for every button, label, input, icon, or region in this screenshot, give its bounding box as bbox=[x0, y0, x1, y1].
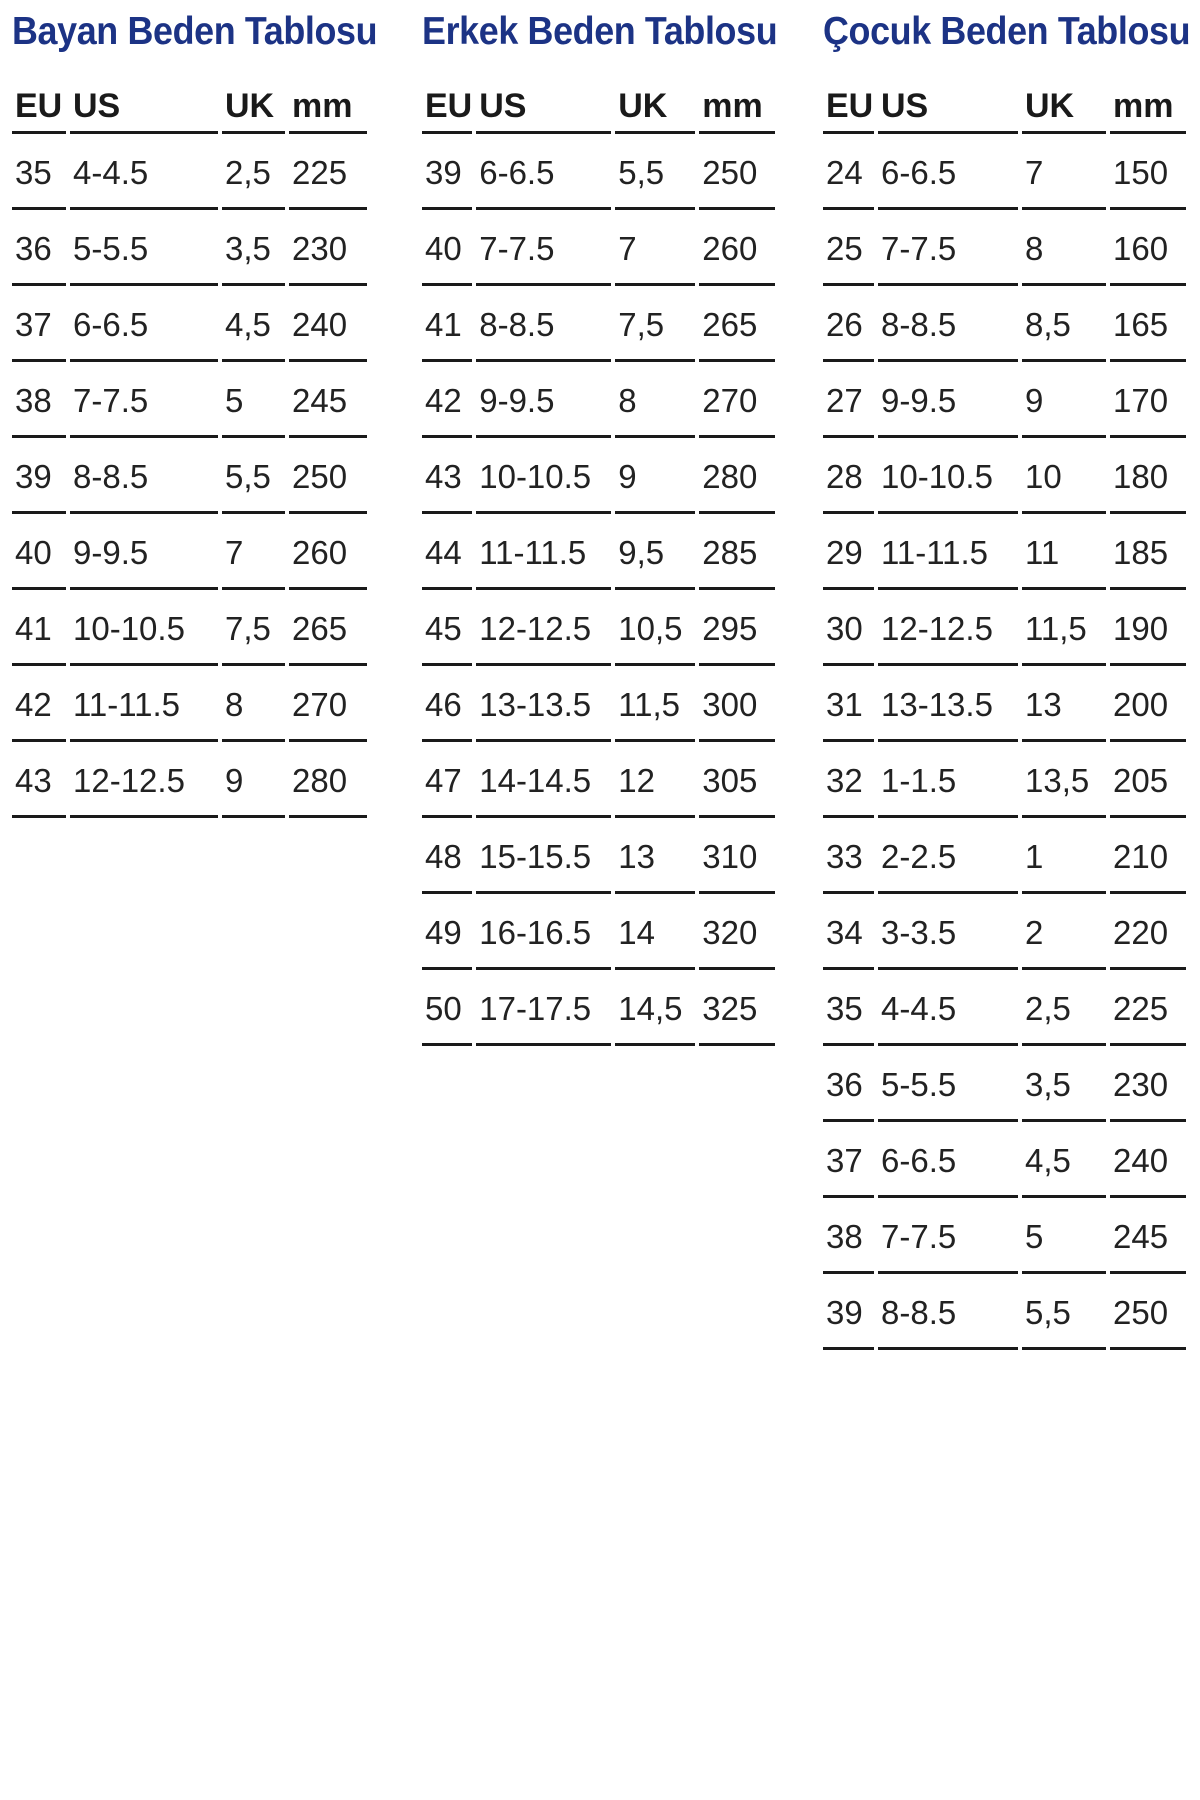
cell-eu: 42 bbox=[12, 666, 66, 742]
cell-uk: 11,5 bbox=[1022, 590, 1106, 666]
cell-us: 5-5.5 bbox=[70, 210, 218, 286]
column-header-eu: EU bbox=[422, 77, 472, 134]
table-row bbox=[12, 590, 367, 666]
cell-us: 8-8.5 bbox=[878, 286, 1018, 362]
men-size-chart-title: Erkek Beden Tablosu bbox=[422, 10, 778, 53]
women-size-table bbox=[8, 77, 371, 818]
cell-uk: 10,5 bbox=[615, 590, 695, 666]
women-size-chart bbox=[12, 0, 409, 818]
column-header-us: US bbox=[70, 77, 218, 134]
column-header-uk: UK bbox=[615, 77, 695, 134]
cell-eu: 28 bbox=[823, 438, 874, 514]
cell-mm: 190 bbox=[1110, 590, 1186, 666]
cell-mm: 280 bbox=[699, 438, 775, 514]
cell-uk: 7,5 bbox=[222, 590, 285, 666]
cell-us: 13-13.5 bbox=[476, 666, 611, 742]
cell-eu: 50 bbox=[422, 970, 472, 1046]
cell-us: 7-7.5 bbox=[476, 210, 611, 286]
column-header-eu: EU bbox=[12, 77, 66, 134]
cell-us: 7-7.5 bbox=[70, 362, 218, 438]
cell-uk: 14,5 bbox=[615, 970, 695, 1046]
cell-uk: 13 bbox=[1022, 666, 1106, 742]
cell-mm: 310 bbox=[699, 818, 775, 894]
table-row bbox=[12, 666, 367, 742]
cell-eu: 39 bbox=[12, 438, 66, 514]
table-row bbox=[823, 1122, 1186, 1198]
table-body bbox=[422, 134, 775, 1046]
table-row bbox=[823, 1046, 1186, 1122]
cell-us: 12-12.5 bbox=[70, 742, 218, 818]
kids-size-table bbox=[819, 77, 1190, 1350]
table-header-row bbox=[12, 77, 367, 134]
cell-us: 6-6.5 bbox=[476, 134, 611, 210]
cell-mm: 240 bbox=[289, 286, 367, 362]
table-row bbox=[12, 134, 367, 210]
cell-uk: 7 bbox=[1022, 134, 1106, 210]
cell-uk: 7 bbox=[222, 514, 285, 590]
cell-us: 6-6.5 bbox=[878, 134, 1018, 210]
cell-us: 11-11.5 bbox=[70, 666, 218, 742]
cell-us: 17-17.5 bbox=[476, 970, 611, 1046]
cell-mm: 245 bbox=[289, 362, 367, 438]
cell-eu: 35 bbox=[823, 970, 874, 1046]
cell-uk: 1 bbox=[1022, 818, 1106, 894]
cell-us: 7-7.5 bbox=[878, 210, 1018, 286]
cell-us: 9-9.5 bbox=[878, 362, 1018, 438]
cell-eu: 32 bbox=[823, 742, 874, 818]
cell-uk: 3,5 bbox=[1022, 1046, 1106, 1122]
cell-uk: 5,5 bbox=[222, 438, 285, 514]
cell-eu: 48 bbox=[422, 818, 472, 894]
cell-eu: 41 bbox=[422, 286, 472, 362]
table-row bbox=[823, 438, 1186, 514]
cell-us: 6-6.5 bbox=[878, 1122, 1018, 1198]
column-header-mm: mm bbox=[1110, 77, 1186, 134]
cell-eu: 29 bbox=[823, 514, 874, 590]
kids-size-chart-title: Çocuk Beden Tablosu bbox=[823, 10, 1191, 53]
cell-us: 11-11.5 bbox=[878, 514, 1018, 590]
cell-uk: 5 bbox=[222, 362, 285, 438]
cell-mm: 320 bbox=[699, 894, 775, 970]
cell-uk: 8,5 bbox=[1022, 286, 1106, 362]
cell-eu: 34 bbox=[823, 894, 874, 970]
cell-mm: 270 bbox=[699, 362, 775, 438]
cell-mm: 210 bbox=[1110, 818, 1186, 894]
cell-eu: 33 bbox=[823, 818, 874, 894]
table-row bbox=[422, 742, 775, 818]
cell-mm: 245 bbox=[1110, 1198, 1186, 1274]
cell-uk: 8 bbox=[222, 666, 285, 742]
cell-eu: 36 bbox=[823, 1046, 874, 1122]
cell-uk: 9,5 bbox=[615, 514, 695, 590]
cell-mm: 295 bbox=[699, 590, 775, 666]
men-size-table bbox=[418, 77, 779, 1046]
cell-us: 10-10.5 bbox=[878, 438, 1018, 514]
cell-us: 3-3.5 bbox=[878, 894, 1018, 970]
table-row bbox=[422, 666, 775, 742]
column-header-us: US bbox=[878, 77, 1018, 134]
cell-uk: 12 bbox=[615, 742, 695, 818]
cell-us: 13-13.5 bbox=[878, 666, 1018, 742]
cell-uk: 5,5 bbox=[1022, 1274, 1106, 1350]
cell-mm: 220 bbox=[1110, 894, 1186, 970]
cell-us: 7-7.5 bbox=[878, 1198, 1018, 1274]
cell-uk: 9 bbox=[222, 742, 285, 818]
cell-mm: 250 bbox=[1110, 1274, 1186, 1350]
cell-eu: 44 bbox=[422, 514, 472, 590]
cell-eu: 43 bbox=[422, 438, 472, 514]
cell-us: 16-16.5 bbox=[476, 894, 611, 970]
table-row bbox=[422, 970, 775, 1046]
column-header-uk: UK bbox=[1022, 77, 1106, 134]
cell-mm: 300 bbox=[699, 666, 775, 742]
table-body bbox=[12, 134, 367, 818]
cell-mm: 205 bbox=[1110, 742, 1186, 818]
cell-eu: 25 bbox=[823, 210, 874, 286]
cell-mm: 285 bbox=[699, 514, 775, 590]
cell-us: 4-4.5 bbox=[70, 134, 218, 210]
cell-uk: 10 bbox=[1022, 438, 1106, 514]
table-row bbox=[823, 1198, 1186, 1274]
cell-uk: 5 bbox=[1022, 1198, 1106, 1274]
cell-mm: 305 bbox=[699, 742, 775, 818]
cell-us: 14-14.5 bbox=[476, 742, 611, 818]
cell-uk: 11 bbox=[1022, 514, 1106, 590]
cell-mm: 170 bbox=[1110, 362, 1186, 438]
column-header-mm: mm bbox=[699, 77, 775, 134]
table-row bbox=[422, 134, 775, 210]
table-row bbox=[823, 210, 1186, 286]
cell-us: 10-10.5 bbox=[70, 590, 218, 666]
cell-uk: 5,5 bbox=[615, 134, 695, 210]
cell-eu: 35 bbox=[12, 134, 66, 210]
cell-mm: 185 bbox=[1110, 514, 1186, 590]
cell-mm: 260 bbox=[699, 210, 775, 286]
table-header-row bbox=[823, 77, 1186, 134]
table-row bbox=[823, 362, 1186, 438]
cell-mm: 325 bbox=[699, 970, 775, 1046]
cell-eu: 45 bbox=[422, 590, 472, 666]
cell-us: 8-8.5 bbox=[70, 438, 218, 514]
cell-eu: 31 bbox=[823, 666, 874, 742]
table-row bbox=[12, 742, 367, 818]
table-row bbox=[823, 666, 1186, 742]
cell-mm: 250 bbox=[289, 438, 367, 514]
cell-mm: 270 bbox=[289, 666, 367, 742]
cell-eu: 47 bbox=[422, 742, 472, 818]
cell-us: 12-12.5 bbox=[878, 590, 1018, 666]
cell-eu: 38 bbox=[823, 1198, 874, 1274]
cell-eu: 40 bbox=[12, 514, 66, 590]
cell-us: 8-8.5 bbox=[878, 1274, 1018, 1350]
table-row bbox=[422, 438, 775, 514]
cell-eu: 46 bbox=[422, 666, 472, 742]
cell-eu: 42 bbox=[422, 362, 472, 438]
cell-mm: 230 bbox=[1110, 1046, 1186, 1122]
cell-us: 5-5.5 bbox=[878, 1046, 1018, 1122]
cell-uk: 14 bbox=[615, 894, 695, 970]
cell-mm: 240 bbox=[1110, 1122, 1186, 1198]
cell-us: 4-4.5 bbox=[878, 970, 1018, 1046]
cell-us: 10-10.5 bbox=[476, 438, 611, 514]
cell-eu: 39 bbox=[823, 1274, 874, 1350]
cell-uk: 2 bbox=[1022, 894, 1106, 970]
table-row bbox=[823, 134, 1186, 210]
cell-uk: 13 bbox=[615, 818, 695, 894]
cell-uk: 9 bbox=[615, 438, 695, 514]
cell-uk: 4,5 bbox=[222, 286, 285, 362]
table-row bbox=[12, 286, 367, 362]
cell-us: 8-8.5 bbox=[476, 286, 611, 362]
cell-uk: 2,5 bbox=[1022, 970, 1106, 1046]
table-row bbox=[422, 590, 775, 666]
table-row bbox=[422, 514, 775, 590]
table-row bbox=[823, 590, 1186, 666]
table-row bbox=[422, 286, 775, 362]
cell-mm: 150 bbox=[1110, 134, 1186, 210]
table-row bbox=[12, 362, 367, 438]
cell-uk: 2,5 bbox=[222, 134, 285, 210]
cell-mm: 280 bbox=[289, 742, 367, 818]
cell-eu: 27 bbox=[823, 362, 874, 438]
table-row bbox=[12, 438, 367, 514]
cell-mm: 230 bbox=[289, 210, 367, 286]
table-header-row bbox=[422, 77, 775, 134]
table-row bbox=[12, 210, 367, 286]
cell-mm: 260 bbox=[289, 514, 367, 590]
table-row bbox=[823, 742, 1186, 818]
kids-size-chart bbox=[823, 0, 1200, 1350]
cell-eu: 41 bbox=[12, 590, 66, 666]
cell-mm: 180 bbox=[1110, 438, 1186, 514]
cell-eu: 37 bbox=[12, 286, 66, 362]
cell-us: 2-2.5 bbox=[878, 818, 1018, 894]
cell-uk: 7,5 bbox=[615, 286, 695, 362]
table-row bbox=[823, 970, 1186, 1046]
cell-mm: 160 bbox=[1110, 210, 1186, 286]
cell-eu: 37 bbox=[823, 1122, 874, 1198]
cell-mm: 225 bbox=[1110, 970, 1186, 1046]
cell-uk: 8 bbox=[1022, 210, 1106, 286]
column-header-us: US bbox=[476, 77, 611, 134]
men-size-chart bbox=[422, 0, 808, 1046]
cell-eu: 38 bbox=[12, 362, 66, 438]
cell-mm: 250 bbox=[699, 134, 775, 210]
table-row bbox=[823, 1274, 1186, 1350]
cell-eu: 30 bbox=[823, 590, 874, 666]
column-header-uk: UK bbox=[222, 77, 285, 134]
cell-eu: 39 bbox=[422, 134, 472, 210]
table-row bbox=[823, 286, 1186, 362]
table-row bbox=[823, 818, 1186, 894]
column-header-eu: EU bbox=[823, 77, 874, 134]
table-row bbox=[422, 210, 775, 286]
cell-uk: 7 bbox=[615, 210, 695, 286]
cell-mm: 200 bbox=[1110, 666, 1186, 742]
cell-us: 11-11.5 bbox=[476, 514, 611, 590]
cell-eu: 24 bbox=[823, 134, 874, 210]
cell-uk: 13,5 bbox=[1022, 742, 1106, 818]
cell-us: 6-6.5 bbox=[70, 286, 218, 362]
table-row bbox=[422, 362, 775, 438]
table-row bbox=[823, 894, 1186, 970]
cell-uk: 3,5 bbox=[222, 210, 285, 286]
cell-mm: 265 bbox=[289, 590, 367, 666]
cell-uk: 8 bbox=[615, 362, 695, 438]
cell-eu: 40 bbox=[422, 210, 472, 286]
cell-eu: 26 bbox=[823, 286, 874, 362]
cell-uk: 11,5 bbox=[615, 666, 695, 742]
cell-uk: 9 bbox=[1022, 362, 1106, 438]
table-row bbox=[823, 514, 1186, 590]
women-size-chart-title: Bayan Beden Tablosu bbox=[12, 10, 378, 53]
cell-mm: 165 bbox=[1110, 286, 1186, 362]
cell-us: 1-1.5 bbox=[878, 742, 1018, 818]
cell-us: 9-9.5 bbox=[70, 514, 218, 590]
table-row bbox=[12, 514, 367, 590]
cell-us: 12-12.5 bbox=[476, 590, 611, 666]
table-body bbox=[823, 134, 1186, 1350]
cell-eu: 43 bbox=[12, 742, 66, 818]
column-header-mm: mm bbox=[289, 77, 367, 134]
cell-uk: 4,5 bbox=[1022, 1122, 1106, 1198]
cell-us: 15-15.5 bbox=[476, 818, 611, 894]
table-row bbox=[422, 818, 775, 894]
cell-eu: 49 bbox=[422, 894, 472, 970]
table-row bbox=[422, 894, 775, 970]
cell-eu: 36 bbox=[12, 210, 66, 286]
cell-mm: 225 bbox=[289, 134, 367, 210]
cell-mm: 265 bbox=[699, 286, 775, 362]
cell-us: 9-9.5 bbox=[476, 362, 611, 438]
